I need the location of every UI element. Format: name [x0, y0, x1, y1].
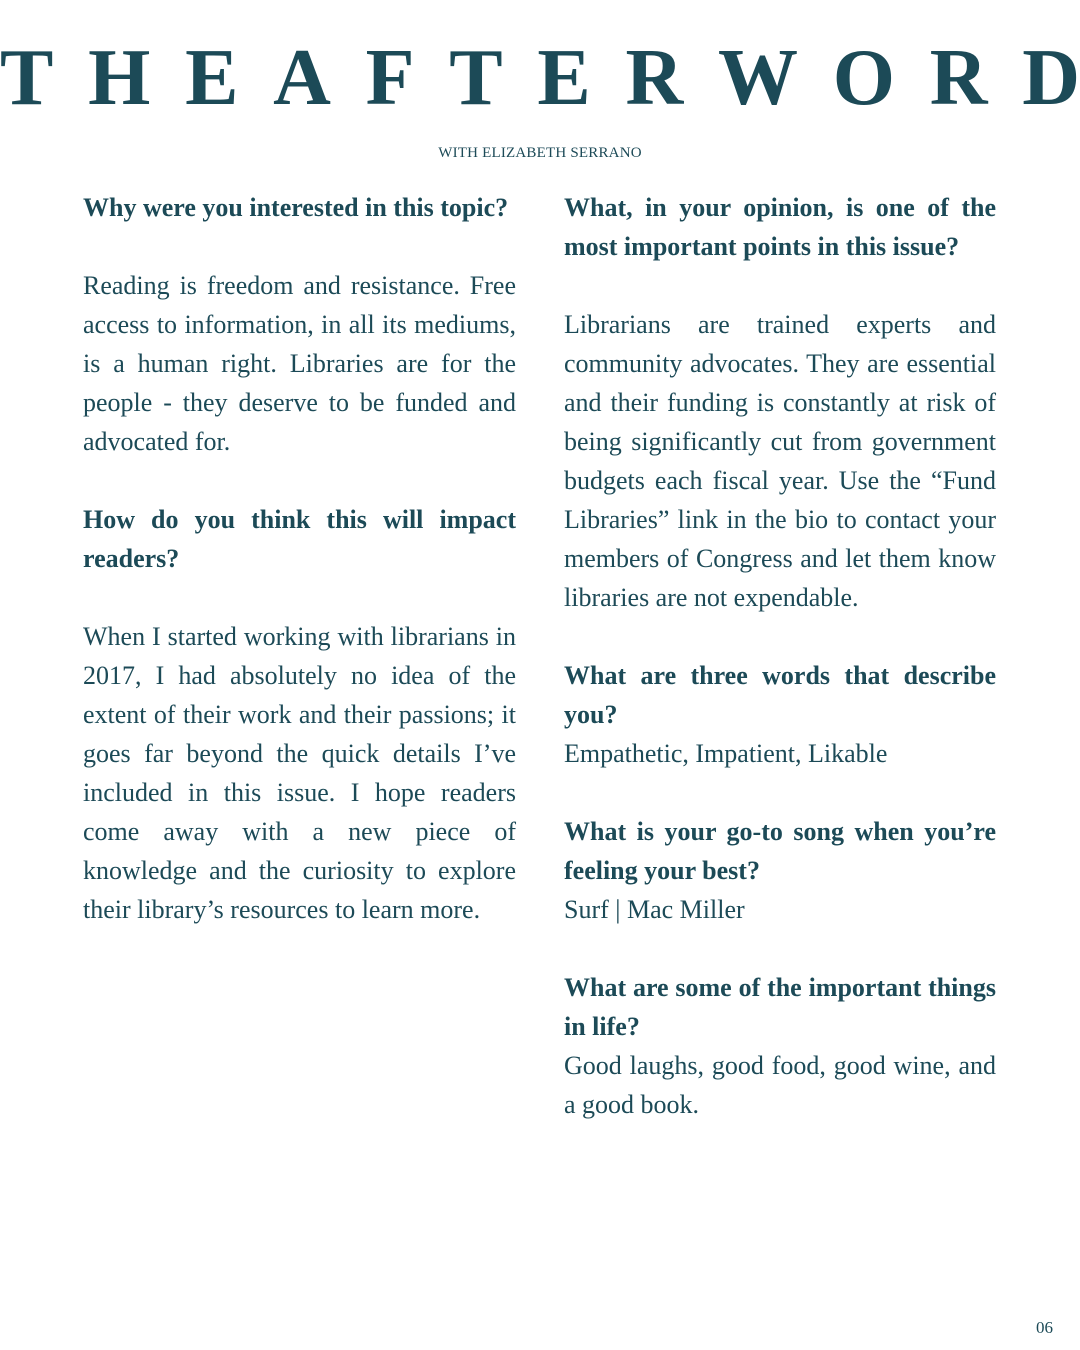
answer-go-to-song: Surf | Mac Miller: [564, 895, 745, 924]
title-letter: R: [929, 34, 988, 122]
answer-impact: When I started working with librarians in 2017, I had absolutely no idea of the extent of their work and their passions; it goes far beyond the quick details I’ve included in this issue. I hope readers come away with a new piece of knowledge and the curiosity to explore their library’s resources to learn more.: [83, 622, 516, 924]
question-interest: Why were you interested in this topic?: [83, 193, 509, 222]
masthead-title: [0, 34, 1080, 122]
title-letter: E: [185, 34, 239, 122]
title-letter: E: [537, 34, 591, 122]
byline: WITH ELIZABETH SERRANO: [438, 145, 642, 161]
question-three-words: What are three words that describe you?: [564, 661, 996, 729]
title-letter: F: [365, 34, 415, 122]
title-letter: T: [449, 34, 503, 122]
title-letter: O: [832, 34, 895, 122]
answer-important-things: Good laughs, good food, good wine, and a good book.: [564, 1051, 996, 1119]
title-letter: A: [273, 34, 331, 122]
question-go-to-song: What is your go-to song when you’re feeling your best?: [564, 817, 996, 885]
answer-interest: Reading is freedom and resistance. Free access to information, in all its mediums, is a human right. Libraries are for the people - they deserve to be funded and advocated for.: [83, 271, 516, 456]
question-impact: How do you think this will impact readers?: [83, 505, 516, 573]
page-number: 06: [1036, 1318, 1053, 1337]
title-letter: H: [88, 34, 151, 122]
title-letter: R: [625, 34, 684, 122]
title-letter: D: [1022, 34, 1080, 122]
answer-three-words: Empathetic, Impatient, Likable: [564, 739, 888, 768]
question-important-things: What are some of the important things in life?: [564, 973, 996, 1041]
right-column: [564, 188, 996, 1124]
title-letter: W: [717, 34, 798, 122]
left-column: [83, 188, 516, 929]
title-letter: T: [0, 34, 54, 122]
question-important-point: What, in your opinion, is one of the most important points in this issue?: [564, 193, 996, 261]
answer-important-point: Librarians are trained experts and community advocates. They are essential and their funding is constantly at risk of being significantly cut from government budgets each fiscal year. Use the “Fund Libraries” link in the bio to contact your members of Congress and let them know libraries are not expendable.: [564, 310, 996, 612]
